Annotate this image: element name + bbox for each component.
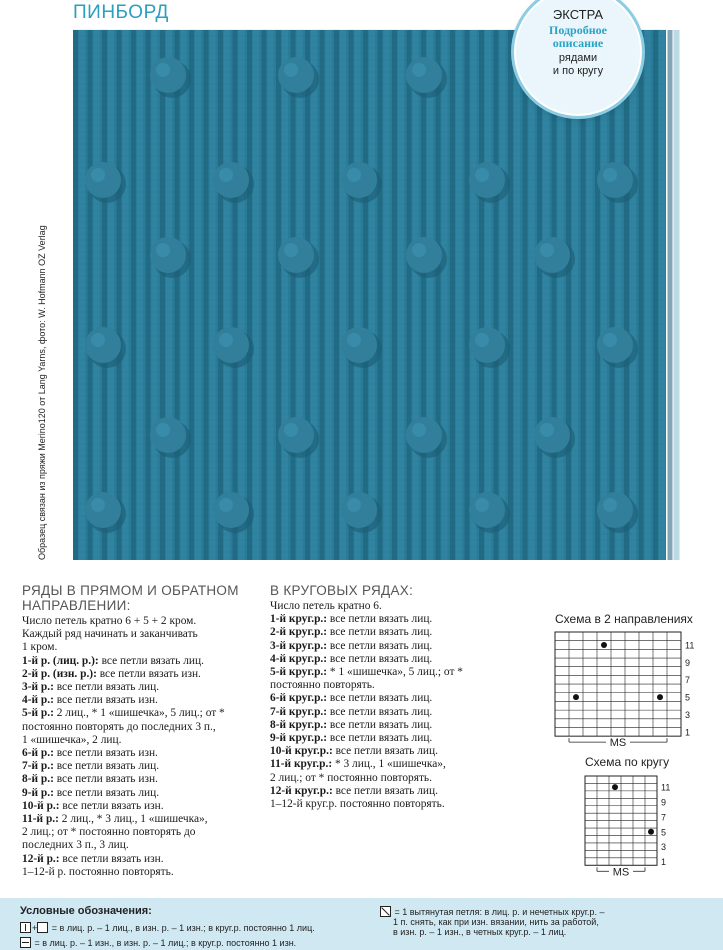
rib-shadow [204, 30, 209, 560]
bobble-highlight [347, 168, 361, 182]
row-text: 2 лиц.; от * постоянно повторять. [270, 771, 432, 784]
row-label: 1-й р. (лиц. р.): [22, 654, 99, 667]
bobble [85, 162, 121, 198]
rib-highlight [268, 30, 274, 560]
instructions-round-heading: В КРУГОВЫХ РЯДАХ: [270, 583, 414, 598]
instruction-line [22, 641, 262, 654]
row-text: Число петель кратно 6. [270, 600, 382, 612]
instruction-line [22, 668, 262, 681]
photo-credit: Образец связан из пряжи Merino120 от Lang Yarns, фото: W. Hofmann OZ Verlag [37, 225, 47, 560]
row-text: все петли вязать лиц. [332, 784, 438, 797]
bobble [85, 327, 121, 363]
bobble-mark [648, 829, 654, 835]
chart-row-label: 1 [685, 727, 691, 738]
bobble-highlight [347, 333, 361, 347]
bobble-highlight [540, 243, 554, 257]
bobble-highlight [284, 243, 298, 257]
row-label: 3-й круг.р.: [270, 639, 328, 652]
bobble-highlight [347, 498, 361, 512]
bobble-mark [612, 784, 618, 790]
rib-highlight [442, 30, 448, 560]
row-label: 12-й р.: [22, 852, 60, 865]
row-label: 5-й р.: [22, 707, 54, 720]
rib-shadow [320, 30, 325, 560]
rib-highlight [94, 30, 100, 560]
instruction-line [270, 692, 520, 705]
rib-shadow [421, 30, 426, 560]
instruction-line [22, 866, 262, 879]
rib-highlight [514, 30, 520, 560]
instruction-line [270, 679, 520, 692]
legend-slip-line3: в изн. р. – 1 изн., в четных круг.р. – 1 лиц. [393, 927, 567, 937]
instruction-line [270, 772, 520, 785]
row-text: * 3 лиц., 1 «шишечка», [332, 758, 446, 771]
rib-highlight [427, 30, 433, 560]
row-text: все петли вязать лиц. [327, 626, 433, 639]
row-text: 1 «шишечка», 2 лиц. [22, 733, 122, 746]
rib-shadow [334, 30, 339, 560]
bobble [278, 57, 314, 93]
rib-shadow [392, 30, 397, 560]
legend-title: Условные обозначения: [20, 905, 152, 917]
rib-shadow [291, 30, 296, 560]
row-text: все петли вязать лиц. [327, 732, 433, 745]
bobble [341, 327, 377, 363]
instructions-flat-heading-line1: РЯДЫ В ПРЯМОМ И ОБРАТНОМ [22, 583, 239, 598]
rib-shadow [218, 30, 223, 560]
row-text: все петли вязать лиц. [98, 654, 204, 667]
rib-shadow [276, 30, 281, 560]
row-text: 1–12-й р. постоянно повторять. [22, 865, 174, 878]
rib-shadow [88, 30, 93, 560]
rib-highlight [500, 30, 506, 560]
bobble [597, 492, 633, 528]
rib-shadow [407, 30, 412, 560]
row-text: 2 лиц., * 3 лиц., 1 «шишечка», [58, 813, 208, 826]
bobble-highlight [475, 333, 489, 347]
bobble-highlight [91, 498, 105, 512]
row-text: все петли вязать лиц. [327, 705, 433, 718]
rib-shadow [363, 30, 368, 560]
row-text: постоянно повторять. [270, 679, 375, 692]
badge-highlight-line2: описание [552, 36, 604, 50]
row-text: все петли вязать лиц. [327, 639, 433, 652]
legend-purl [20, 937, 296, 948]
chart-row-label: 3 [661, 842, 667, 853]
row-text: все петли вязать изн. [53, 694, 158, 707]
chart-row-label: 7 [685, 675, 691, 686]
bobble-highlight [219, 333, 233, 347]
chart-row-label: 3 [685, 709, 691, 720]
instruction-line [270, 745, 520, 758]
rib-shadow [189, 30, 194, 560]
rib-highlight [340, 30, 346, 560]
rib-highlight [616, 30, 622, 560]
chart-row-label: 11 [661, 782, 671, 793]
badge-label: ЭКСТРА [552, 7, 604, 22]
row-label: 12-й круг.р.: [270, 784, 333, 797]
repeat-label: MS [612, 866, 630, 879]
rib-highlight [282, 30, 288, 560]
instruction-line [270, 626, 520, 639]
row-label: 10-й круг.р.: [270, 745, 333, 758]
row-text: все петли вязать лиц. [327, 718, 433, 731]
rib-shadow [450, 30, 455, 560]
rib-highlight [181, 30, 187, 560]
bobble [469, 492, 505, 528]
row-label: 9-й р.: [22, 786, 54, 799]
bobble-highlight [219, 168, 233, 182]
bobble [534, 417, 570, 453]
page-title: ПИНБОРД [73, 2, 169, 23]
rib-highlight [152, 30, 158, 560]
rib-shadow [494, 30, 499, 560]
rib-highlight [297, 30, 303, 560]
rib-shadow [349, 30, 354, 560]
row-text: последних 3 п., 3 лиц. [22, 839, 129, 852]
instruction-line [22, 734, 262, 747]
bobble-mark [601, 642, 607, 648]
instruction-line [270, 613, 520, 626]
row-label: 11-й круг.р.: [270, 758, 333, 771]
instruction-line [270, 640, 520, 653]
row-label: 2-й р. (изн. р.): [22, 667, 97, 680]
row-text: 1 кром. [22, 641, 58, 654]
row-text: все петли вязать лиц. [53, 786, 160, 799]
bobble-highlight [284, 423, 298, 437]
chart-flat-grid [545, 628, 710, 750]
row-text: Каждый ряд начинать и заканчивать [22, 628, 198, 641]
chart-flat-title: Схема в 2 направлениях [555, 612, 693, 626]
row-label: 7-й круг.р.: [270, 705, 328, 718]
instruction-line [270, 798, 520, 811]
bobble [534, 237, 570, 273]
row-text: все петли вязать лиц. [53, 760, 160, 773]
bobble [278, 417, 314, 453]
row-text: постоянно повторять до последних 3 п., [22, 720, 216, 733]
instruction-line [22, 721, 262, 734]
row-text: все петли вязать изн. [53, 773, 158, 786]
bobble-highlight [156, 63, 170, 77]
badge-subtext-line2: и по кругу [552, 65, 604, 77]
instruction-line [22, 839, 262, 852]
instruction-line [22, 694, 262, 707]
bobble-highlight [412, 63, 426, 77]
instructions-round-lines [270, 600, 520, 811]
row-text: 1–12-й круг.р. постоянно повторять. [270, 798, 445, 811]
rib-highlight [645, 30, 651, 560]
rib-highlight [456, 30, 462, 560]
knit-symbol-icon [20, 922, 31, 933]
legend-slip [380, 906, 604, 937]
bobble-highlight [156, 243, 170, 257]
chart-row-label: 1 [661, 857, 667, 868]
row-label: 8-й р.: [22, 773, 54, 786]
bobble-highlight [603, 168, 617, 182]
rib-highlight [79, 30, 85, 560]
badge-subtext [516, 52, 640, 78]
badge-highlight [516, 24, 640, 50]
chart-round-grid [575, 772, 690, 879]
rib-shadow [175, 30, 180, 560]
legend-purl-text: = в лиц. р. – 1 изн., в изн. р. – 1 лиц.; в круг.р. постоянно 1 изн. [34, 938, 297, 948]
rib-shadow [537, 30, 542, 560]
bobble [406, 237, 442, 273]
rib-shadow [262, 30, 267, 560]
legend-knit [20, 922, 315, 933]
row-label: 4-й р.: [22, 694, 54, 707]
row-label: 6-й круг.р.: [270, 692, 328, 705]
row-text: все петли вязать лиц. [327, 652, 433, 665]
repeat-label: MS [609, 737, 627, 750]
instruction-line [270, 758, 520, 771]
bobble [213, 492, 249, 528]
rib-shadow [131, 30, 136, 560]
rib-shadow [523, 30, 528, 560]
rib-highlight [659, 30, 665, 560]
row-text: Число петель кратно 6 + 5 + 2 кром. [22, 615, 197, 627]
instruction-line [270, 666, 520, 679]
bobble [406, 57, 442, 93]
bobble [150, 417, 186, 453]
bobble [469, 162, 505, 198]
instruction-line [270, 719, 520, 732]
row-label: 11-й р.: [22, 813, 59, 826]
instruction-line [22, 681, 262, 694]
rib-shadow [465, 30, 470, 560]
instruction-line [22, 615, 262, 628]
rib-highlight [674, 30, 680, 560]
instruction-line [22, 853, 262, 866]
rib-shadow [305, 30, 310, 560]
rib-highlight [543, 30, 549, 560]
bobble [597, 327, 633, 363]
bobble-highlight [475, 498, 489, 512]
rib-shadow [102, 30, 107, 560]
rib-shadow [668, 30, 673, 560]
row-text: все петли вязать изн. [96, 667, 201, 680]
row-label: 2-й круг.р.: [270, 626, 328, 639]
instruction-line [22, 707, 262, 720]
bobble-highlight [540, 423, 554, 437]
slip-stitch-icon [380, 906, 391, 917]
instruction-line [22, 760, 262, 773]
instruction-line [270, 706, 520, 719]
instructions-flat-heading-line2: НАПРАВЛЕНИИ: [22, 598, 131, 613]
chart-row-label: 9 [685, 657, 691, 668]
instructions-flat [22, 583, 262, 879]
rib-highlight [485, 30, 491, 560]
row-text: все петли вязать изн. [59, 799, 164, 812]
row-label: 3-й р.: [22, 681, 54, 694]
purl-symbol-icon [20, 937, 31, 948]
badge-highlight-line1: Подробное [549, 23, 607, 37]
instructions-flat-heading [22, 583, 262, 613]
bobble-mark [657, 694, 663, 700]
empty-cell-icon [37, 922, 48, 933]
badge-subtext-line1: рядами [558, 52, 598, 64]
instruction-line [22, 628, 262, 641]
rib-shadow [378, 30, 383, 560]
bobble-highlight [219, 498, 233, 512]
row-label: 10-й р.: [22, 799, 60, 812]
bobble-highlight [284, 63, 298, 77]
bobble [150, 237, 186, 273]
instruction-line [22, 655, 262, 668]
instruction-line [22, 747, 262, 760]
row-label: 5-й круг.р.: [270, 666, 328, 679]
rib-highlight [398, 30, 404, 560]
bobble-highlight [603, 498, 617, 512]
instruction-line [270, 653, 520, 666]
chart-round [585, 755, 669, 769]
rib-shadow [479, 30, 484, 560]
rib-highlight [413, 30, 419, 560]
row-text: все петли вязать лиц. [327, 692, 433, 705]
bobble [213, 327, 249, 363]
rib-shadow [247, 30, 252, 560]
row-text: 2 лиц.; от * постоянно повторять до [22, 826, 196, 839]
bobble-highlight [91, 168, 105, 182]
rib-shadow [160, 30, 165, 560]
bobble-highlight [475, 168, 489, 182]
legend-knit-text: = в лиц. р. – 1 лиц., в изн. р. – 1 изн.; в круг.р. постоянно 1 лиц. [51, 923, 315, 933]
rib-highlight [224, 30, 230, 560]
legend-slip-line2: 1 п. снять, как при изн. вязании, нить за работой, [393, 917, 599, 927]
rib-shadow [624, 30, 629, 560]
rib-highlight [166, 30, 172, 560]
chart-row-label: 5 [685, 692, 691, 703]
bobble [341, 492, 377, 528]
rib-highlight [108, 30, 114, 560]
rib-highlight [630, 30, 636, 560]
row-label: 4-й круг.р.: [270, 652, 328, 665]
row-label: 1-й круг.р.: [270, 613, 328, 626]
bobble-highlight [412, 423, 426, 437]
instruction-line [22, 773, 262, 786]
chart-row-label: 5 [661, 827, 667, 838]
rib-shadow [73, 30, 78, 560]
rib-highlight [253, 30, 259, 560]
chart-row-label: 9 [661, 797, 667, 808]
rib-highlight [384, 30, 390, 560]
bobble [406, 417, 442, 453]
instructions-flat-lines [22, 615, 262, 879]
chart-row-label: 7 [661, 812, 667, 823]
chart-row-label: 11 [685, 640, 695, 651]
instruction-line [22, 826, 262, 839]
rib-shadow [117, 30, 122, 560]
row-label: 9-й круг.р.: [270, 732, 328, 745]
bobble [85, 492, 121, 528]
rib-highlight [529, 30, 535, 560]
rib-highlight [601, 30, 607, 560]
instruction-line [270, 785, 520, 798]
rib-highlight [123, 30, 129, 560]
rib-shadow [653, 30, 658, 560]
rib-highlight [239, 30, 245, 560]
rib-shadow [233, 30, 238, 560]
bobble [469, 327, 505, 363]
rib-highlight [210, 30, 216, 560]
rib-shadow [508, 30, 513, 560]
chart-flat [555, 612, 693, 626]
bobble-highlight [91, 333, 105, 347]
instructions-round [270, 583, 520, 811]
rib-highlight [471, 30, 477, 560]
legend-slip-line1: = 1 вытянутая петля: в лиц. р. и нечетных круг.р. – [394, 907, 605, 917]
row-text: * 1 «шишечка», 5 лиц.; от * [327, 666, 463, 679]
rib-highlight [369, 30, 375, 560]
instruction-line [22, 800, 262, 813]
rib-highlight [311, 30, 317, 560]
rib-shadow [639, 30, 644, 560]
instruction-line [270, 600, 520, 613]
rib-highlight [195, 30, 201, 560]
row-text: все петли вязать лиц. [332, 745, 438, 758]
rib-highlight [326, 30, 332, 560]
instruction-line [22, 813, 262, 826]
rib-highlight [355, 30, 361, 560]
row-text: все петли вязать лиц. [53, 681, 160, 694]
chart-round-title: Схема по кругу [585, 755, 670, 769]
bobble-mark [573, 694, 579, 700]
row-label: 8-й круг.р.: [270, 718, 328, 731]
bobble-highlight [603, 333, 617, 347]
bobble [341, 162, 377, 198]
row-text: все петли вязать лиц. [327, 613, 433, 626]
bobble-highlight [412, 243, 426, 257]
instruction-line [22, 787, 262, 800]
row-text: 2 лиц., * 1 «шишечка», 5 лиц.; от * [53, 707, 225, 720]
row-text: все петли вязать изн. [53, 747, 158, 760]
instruction-line [270, 732, 520, 745]
bobble-highlight [156, 423, 170, 437]
rib-highlight [137, 30, 143, 560]
rib-shadow [146, 30, 151, 560]
bobble [278, 237, 314, 273]
row-text: все петли вязать изн. [59, 852, 164, 865]
bobble [213, 162, 249, 198]
rib-shadow [610, 30, 615, 560]
row-label: 7-й р.: [22, 760, 54, 773]
rib-shadow [436, 30, 441, 560]
legend-plus: + [32, 923, 38, 933]
bobble [597, 162, 633, 198]
row-label: 6-й р.: [22, 747, 54, 760]
bobble [150, 57, 186, 93]
